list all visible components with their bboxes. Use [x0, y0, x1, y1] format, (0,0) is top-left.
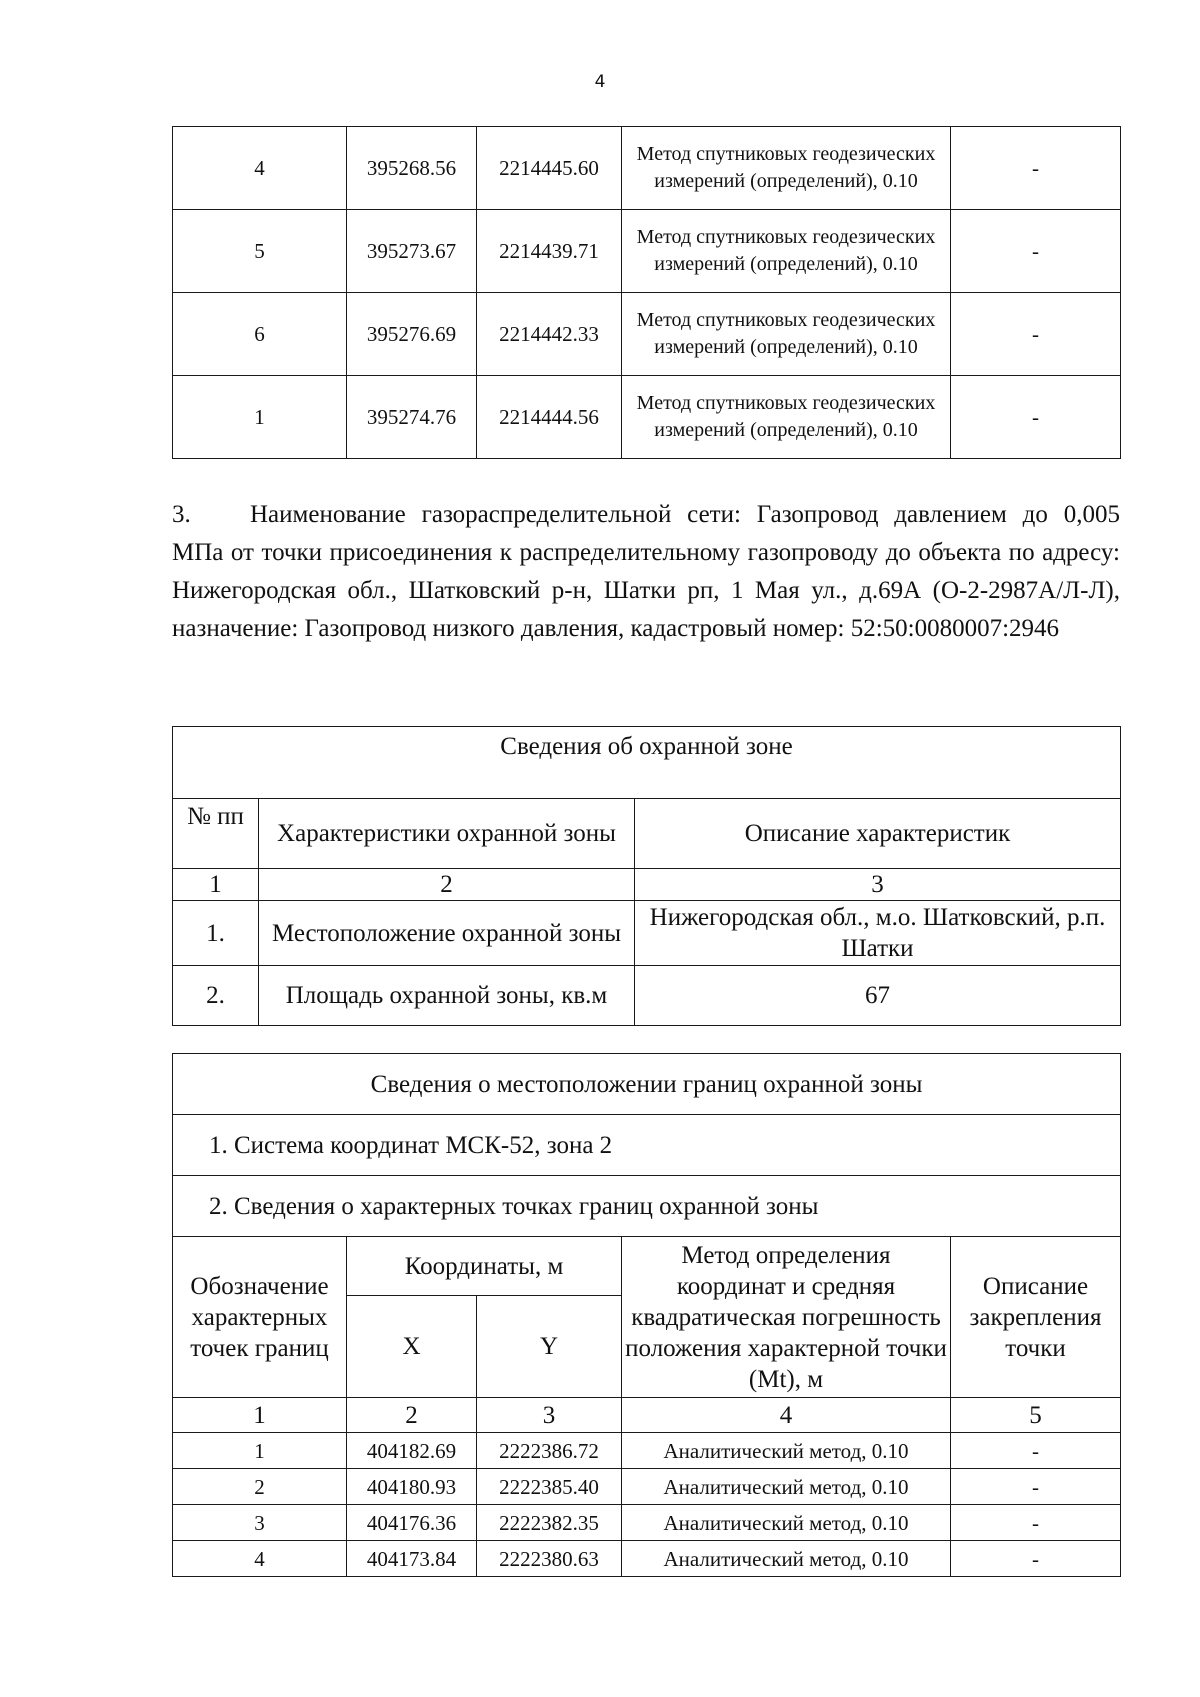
fixing-cell: -: [951, 1469, 1121, 1505]
fixing-cell: -: [951, 376, 1121, 459]
fixing-cell: -: [951, 1505, 1121, 1541]
x-cell: 395274.76: [347, 376, 477, 459]
y-cell: 2222386.72: [477, 1433, 622, 1469]
table-title: Сведения об охранной зоне: [173, 727, 1121, 799]
fixing-cell: -: [951, 127, 1121, 210]
header-method: Метод определения координат и средняя квадратическая погрешность положения характерной точки (Mt), м: [622, 1237, 951, 1398]
header-coordinates: Координаты, м: [347, 1237, 622, 1296]
points-table-continuation: [172, 126, 1121, 459]
row-num: 2.: [173, 966, 259, 1026]
method-cell: Метод спутниковых геодезических измерений (определений), 0.10: [622, 376, 951, 459]
method-cell: Аналитический метод, 0.10: [622, 1505, 951, 1541]
point-cell: 3: [173, 1505, 347, 1541]
fixing-cell: -: [951, 1541, 1121, 1577]
y-cell: 2214442.33: [477, 293, 622, 376]
x-cell: 404180.93: [347, 1469, 477, 1505]
section-3-paragraph: [172, 496, 1120, 648]
protected-zone-table: [172, 726, 1121, 1026]
method-cell: Метод спутниковых геодезических измерений (определений), 0.10: [622, 127, 951, 210]
page-number: 4: [594, 72, 606, 92]
method-cell: Аналитический метод, 0.10: [622, 1433, 951, 1469]
coord-system: 1. Система координат МСК-52, зона 2: [173, 1115, 1121, 1176]
x-cell: 395273.67: [347, 210, 477, 293]
x-cell: 395268.56: [347, 127, 477, 210]
table-row: [173, 210, 1121, 293]
table-row: [173, 127, 1121, 210]
row-num: 1.: [173, 901, 259, 966]
header-x: X: [347, 1296, 477, 1398]
point-cell: 4: [173, 1541, 347, 1577]
table-row: [173, 1541, 1121, 1577]
header-num: № пп: [173, 799, 259, 869]
points-title: 2. Сведения о характерных точках границ охранной зоны: [173, 1176, 1121, 1237]
point-cell: 1: [173, 1433, 347, 1469]
section-text: Наименование газораспределительной сети: Газопровод давлением до 0,005 МПа от точки присоединения к распределительному газопроводу до объекта по адресу: Нижегородская обл., Шатковский р-н, Шатки рп, 1 Мая ул., д.69А (О-2-2987А/Л-Л), назначение: Газопровод низкого давления, кадастровый номер: 52:50:0080007:2946: [172, 501, 1120, 642]
fixing-cell: -: [951, 293, 1121, 376]
table-title: Сведения о местоположении границ охранной зоны: [173, 1054, 1121, 1115]
col-number: 1: [173, 869, 259, 901]
col-number: 3: [635, 869, 1121, 901]
fixing-cell: -: [951, 210, 1121, 293]
header-fixing: Описание закрепления точки: [951, 1237, 1121, 1398]
table-row: [173, 1433, 1121, 1469]
table-row: [173, 901, 1121, 966]
x-cell: 404173.84: [347, 1541, 477, 1577]
y-cell: 2222382.35: [477, 1505, 622, 1541]
header-characteristic: Характеристики охранной зоны: [259, 799, 635, 869]
point-cell: 6: [173, 293, 347, 376]
row-description: Нижегородская обл., м.о. Шатковский, р.п. Шатки: [635, 901, 1121, 966]
table-row: [173, 1469, 1121, 1505]
col-number: 2: [259, 869, 635, 901]
header-description: Описание характеристик: [635, 799, 1121, 869]
y-cell: 2214444.56: [477, 376, 622, 459]
row-description: 67: [635, 966, 1121, 1026]
y-cell: 2214445.60: [477, 127, 622, 210]
section-number: 3.: [172, 501, 191, 528]
method-cell: Аналитический метод, 0.10: [622, 1541, 951, 1577]
header-y: Y: [477, 1296, 622, 1398]
point-cell: 1: [173, 376, 347, 459]
x-cell: 404182.69: [347, 1433, 477, 1469]
method-cell: Метод спутниковых геодезических измерений (определений), 0.10: [622, 293, 951, 376]
row-characteristic: Площадь охранной зоны, кв.м: [259, 966, 635, 1026]
x-cell: 404176.36: [347, 1505, 477, 1541]
col-number: 4: [622, 1398, 951, 1433]
y-cell: 2214439.71: [477, 210, 622, 293]
col-number: 2: [347, 1398, 477, 1433]
y-cell: 2222380.63: [477, 1541, 622, 1577]
col-number: 1: [173, 1398, 347, 1433]
fixing-cell: -: [951, 1433, 1121, 1469]
header-designation: Обозначение характерных точек границ: [173, 1237, 347, 1398]
x-cell: 395276.69: [347, 293, 477, 376]
col-number: 3: [477, 1398, 622, 1433]
table-row: [173, 1505, 1121, 1541]
table-row: [173, 376, 1121, 459]
row-characteristic: Местоположение охранной зоны: [259, 901, 635, 966]
method-cell: Аналитический метод, 0.10: [622, 1469, 951, 1505]
table-row: [173, 293, 1121, 376]
point-cell: 5: [173, 210, 347, 293]
y-cell: 2222385.40: [477, 1469, 622, 1505]
col-number: 5: [951, 1398, 1121, 1433]
point-cell: 4: [173, 127, 347, 210]
table-row: [173, 966, 1121, 1026]
boundary-points-table: [172, 1053, 1121, 1577]
method-cell: Метод спутниковых геодезических измерений (определений), 0.10: [622, 210, 951, 293]
point-cell: 2: [173, 1469, 347, 1505]
